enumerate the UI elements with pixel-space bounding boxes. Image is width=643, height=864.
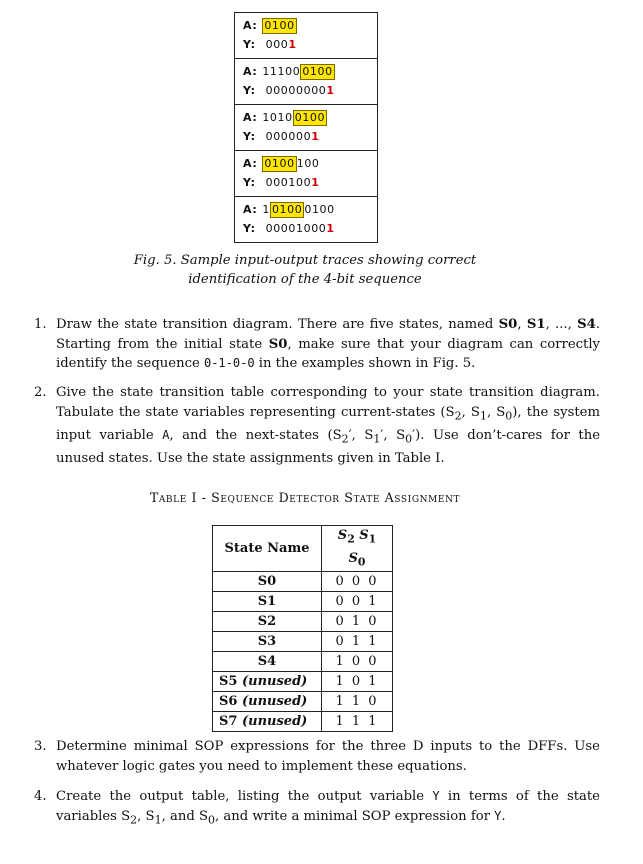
state-name-cell xyxy=(213,572,322,592)
input-highlight: 0100 xyxy=(264,156,295,170)
state-code-cell: 0 1 0 xyxy=(322,612,393,632)
trace-input-line xyxy=(243,62,377,81)
text-run: ′, S xyxy=(348,427,374,443)
subscript: 0 xyxy=(357,555,366,569)
input-label: A: xyxy=(243,111,258,124)
output-detect-bit: 1 xyxy=(288,38,297,51)
input-highlight: 0100 xyxy=(264,18,295,32)
output-main: 000100 xyxy=(265,176,312,189)
column-header-state-bits xyxy=(322,526,393,572)
output-label: Y: xyxy=(243,38,256,51)
state-code-cell: 1 0 0 xyxy=(322,652,393,672)
output-detect-bit: 1 xyxy=(311,176,320,189)
output-label: Y: xyxy=(243,222,256,235)
subscript: 2 xyxy=(347,532,355,546)
output-main: 000 xyxy=(265,38,289,51)
state-code-cell: 0 0 1 xyxy=(322,592,393,612)
table-row xyxy=(213,592,393,612)
var-s: S xyxy=(337,528,348,543)
table-title: Table I - Sequence Detector State Assignment xyxy=(149,490,461,505)
figure-caption xyxy=(60,251,550,289)
trace-input-line xyxy=(243,200,377,219)
state-label: S7 xyxy=(219,714,238,730)
output-main: 00000000 xyxy=(265,84,327,97)
text-run: , S xyxy=(137,808,155,824)
trace-output-line xyxy=(243,35,377,54)
table-row xyxy=(213,612,393,632)
text-run: . xyxy=(501,808,506,824)
text-run: in the examples shown in Fig. 5. xyxy=(254,356,476,371)
table-row xyxy=(213,712,393,732)
unused-note: (unused) xyxy=(241,714,308,730)
subscript: 0 xyxy=(405,432,413,446)
subscript: 1 xyxy=(368,532,377,546)
text-run: , and write a minimal SOP expression for xyxy=(215,808,495,824)
state-code-cell: 0 0 0 xyxy=(322,572,393,592)
output-label: Y: xyxy=(243,176,256,189)
trace-figure xyxy=(234,12,378,243)
text-run: Create the output table, listing the output variable xyxy=(56,789,433,804)
instruction-item-3 xyxy=(34,737,600,776)
item-number: 2. xyxy=(34,385,47,400)
caption-line: Fig. 5. Sample input-output traces showing correct xyxy=(133,253,477,268)
text-run: , S xyxy=(486,404,506,420)
trace-input-line xyxy=(243,154,377,173)
input-highlight: 0100 xyxy=(271,202,303,216)
trace-block xyxy=(235,13,377,59)
trace-output-line xyxy=(243,173,377,192)
trace-output-line xyxy=(243,127,377,146)
var-s: S xyxy=(348,550,358,566)
table-row xyxy=(213,632,393,652)
state-code-cell: 1 0 1 xyxy=(322,672,393,692)
output-detect-bit: 1 xyxy=(326,84,335,97)
output-variable: Y xyxy=(494,808,502,823)
input-label: A: xyxy=(243,65,258,78)
state-code-cell: 1 1 0 xyxy=(322,692,393,712)
state-name-cell xyxy=(213,712,322,732)
output-label: Y: xyxy=(243,130,256,143)
trace-block xyxy=(235,59,377,105)
state-code-cell: 1 1 1 xyxy=(322,712,393,732)
input-suffix: 100 xyxy=(296,157,320,170)
output-detect-bit: 1 xyxy=(326,222,335,235)
sequence-code: 0-1-0-0 xyxy=(203,356,255,370)
state-label: S1 xyxy=(257,594,277,610)
text-run: Give the state transition table corresponding to your state transition diagram. Tabulate the state variables representing current-states (S xyxy=(56,385,600,420)
output-main: 00001000 xyxy=(265,222,327,235)
text-run: , S xyxy=(461,404,480,420)
instruction-item-1 xyxy=(34,315,600,374)
state-code-cell: 0 1 1 xyxy=(322,632,393,652)
text-run: ′, S xyxy=(380,427,406,443)
state-name-cell xyxy=(213,592,322,612)
input-suffix: 0100 xyxy=(304,203,335,216)
trace-input-line xyxy=(243,16,377,35)
table-row xyxy=(213,652,393,672)
state-name-cell xyxy=(213,652,322,672)
trace-output-line xyxy=(243,219,377,238)
text-run: Draw the state transition diagram. There are five states, named xyxy=(56,317,499,332)
output-detect-bit: 1 xyxy=(311,130,320,143)
caption-line: identification of the 4-bit sequence xyxy=(188,272,422,287)
subscript: 0 xyxy=(505,409,513,423)
item-text xyxy=(56,787,600,830)
subscript: 2 xyxy=(130,813,138,827)
trace-block xyxy=(235,151,377,197)
unused-note: (unused) xyxy=(241,694,308,710)
output-label: Y: xyxy=(243,84,256,97)
var-s: S xyxy=(359,528,369,543)
column-header-state-name: State Name xyxy=(213,526,322,572)
state-name: S0 xyxy=(498,317,518,332)
trace-block xyxy=(235,197,377,242)
trace-input-line xyxy=(243,108,377,127)
state-name: S0 xyxy=(268,336,288,352)
state-name-cell xyxy=(213,692,322,712)
output-main: 000000 xyxy=(265,130,312,143)
table-row xyxy=(213,672,393,692)
state-label: S0 xyxy=(257,574,277,590)
state-name: S1 xyxy=(526,317,546,332)
state-label: S4 xyxy=(257,654,277,670)
input-label: A: xyxy=(243,157,258,170)
text-run: ), the system input variable xyxy=(56,404,600,443)
subscript: 2 xyxy=(341,432,349,446)
subscript: 1 xyxy=(154,813,162,827)
output-variable: Y xyxy=(432,789,440,803)
state-label: S5 xyxy=(219,674,238,690)
state-name-cell xyxy=(213,612,322,632)
subscript: 1 xyxy=(479,409,487,423)
state-label: S2 xyxy=(257,614,277,630)
text-run: ′). Use don’t-cares for the unused states. Use the state assignments given in Table I. xyxy=(56,427,601,466)
item-number: 4. xyxy=(34,789,47,804)
item-text xyxy=(56,383,600,468)
text-run: , ..., xyxy=(545,317,578,332)
text-run: , and the next-states (S xyxy=(169,427,342,443)
subscript: 0 xyxy=(208,813,215,827)
text-run: , xyxy=(517,317,527,332)
input-highlight: 0100 xyxy=(294,110,326,124)
input-label: A: xyxy=(243,19,258,32)
instruction-item-2 xyxy=(34,383,600,468)
input-highlight: 0100 xyxy=(302,64,333,78)
state-label: S6 xyxy=(219,694,238,710)
input-prefix: 11100 xyxy=(262,65,301,78)
item-number: 3. xyxy=(34,739,47,754)
subscript: 1 xyxy=(373,432,381,446)
table-header-row xyxy=(213,526,393,572)
text-run: , and S xyxy=(161,808,208,824)
trace-output-line xyxy=(243,81,377,100)
trace-block xyxy=(235,105,377,151)
state-label: S3 xyxy=(257,634,277,650)
input-prefix: 1 xyxy=(262,203,270,216)
input-prefix: 1010 xyxy=(262,111,293,124)
subscript: 2 xyxy=(454,409,462,423)
input-variable: A xyxy=(162,427,170,442)
state-name-cell xyxy=(213,632,322,652)
state-name: S4 xyxy=(577,317,596,332)
input-label: A: xyxy=(243,203,258,216)
text-run: . Starting from the initial state xyxy=(56,317,601,352)
table-row xyxy=(213,692,393,712)
state-name-cell xyxy=(213,672,322,692)
unused-note: (unused) xyxy=(241,674,308,690)
item-number: 1. xyxy=(34,317,47,332)
state-assignment-table xyxy=(212,525,393,732)
text-run: , make sure that your diagram can correctly identify the sequence xyxy=(56,336,600,371)
item-text xyxy=(56,315,600,374)
instruction-item-4 xyxy=(34,787,600,830)
text-run: in terms of the state variables S xyxy=(56,789,600,824)
table-row xyxy=(213,572,393,592)
item-text: Determine minimal SOP expressions for the three D inputs to the DFFs. Use whatever logic gates you need to implement these equations. xyxy=(56,739,600,774)
